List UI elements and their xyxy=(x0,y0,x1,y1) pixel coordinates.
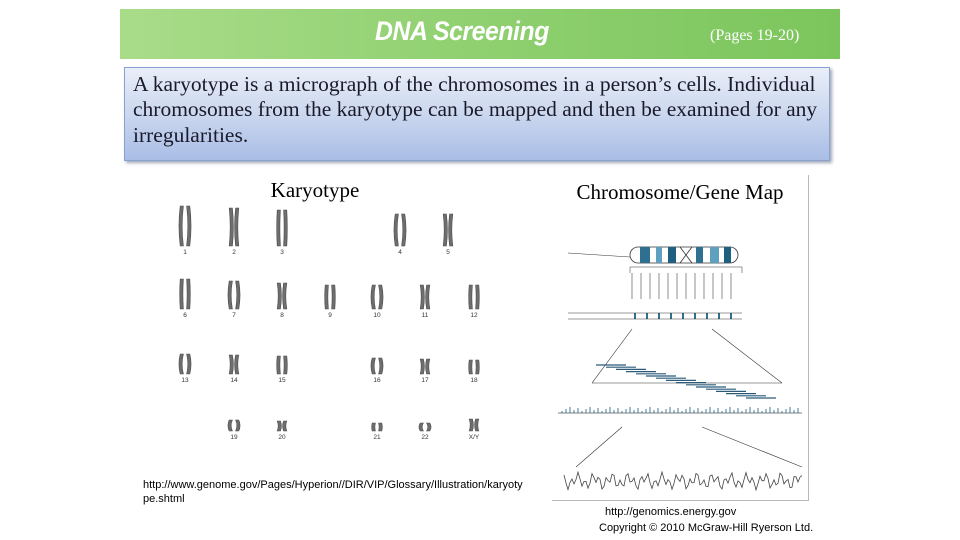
chromosome-18 xyxy=(476,360,480,374)
chromosome-6 xyxy=(187,279,191,309)
chromosome-10 xyxy=(379,285,383,309)
chromosome-label: 3 xyxy=(280,249,284,256)
chromosome-label: 21 xyxy=(373,434,381,441)
chromosome-8 xyxy=(283,283,287,309)
chromosome-14 xyxy=(235,355,239,374)
chromosome-9 xyxy=(332,285,336,309)
chromosome-22 xyxy=(427,423,431,431)
chromosome-3 xyxy=(277,210,281,246)
chromosome-12 xyxy=(469,285,473,309)
chromosome-label: 15 xyxy=(278,377,286,384)
chromosome-16 xyxy=(379,358,383,374)
chromosome-19 xyxy=(228,420,232,431)
chromosome-4 xyxy=(394,214,398,246)
chromosome-label: 12 xyxy=(470,312,478,319)
chromosome-label: 13 xyxy=(181,377,189,384)
chromosome-3 xyxy=(284,210,288,246)
chromosome-21 xyxy=(372,423,376,431)
page-reference: (Pages 19-20) xyxy=(710,27,800,44)
chromosome-label: 19 xyxy=(230,434,238,441)
chromosome-4 xyxy=(402,214,406,246)
chromosome-5 xyxy=(449,214,453,246)
chromosome-ideogram xyxy=(630,247,738,263)
chromosome-13 xyxy=(179,354,183,374)
karyotype-image xyxy=(170,200,500,455)
chromosome-15 xyxy=(277,356,281,374)
chromosome-18 xyxy=(469,360,473,374)
chromosome-label: 9 xyxy=(328,312,332,319)
chromosome-22 xyxy=(419,423,423,431)
chromosome-label: 8 xyxy=(280,312,284,319)
chromosome-label: 4 xyxy=(398,249,402,256)
chromosome-20 xyxy=(277,421,281,431)
chromosome-2 xyxy=(229,208,233,246)
chromosome-10 xyxy=(371,285,375,309)
chromosome-19 xyxy=(236,420,240,431)
chromosome-14 xyxy=(229,355,233,374)
intro-textbox xyxy=(124,67,830,161)
chromosome-11 xyxy=(426,285,430,309)
chromosome-label: 17 xyxy=(421,377,429,384)
chromosome-label: 16 xyxy=(373,377,381,384)
chromosome-label: 10 xyxy=(373,312,381,319)
chromosome-1 xyxy=(187,206,191,246)
chromosome-8 xyxy=(277,283,281,309)
chromosome-11 xyxy=(420,285,424,309)
chromosome-label: 6 xyxy=(183,312,187,319)
chromosome-label: 18 xyxy=(470,377,478,384)
chromosome-label: X/Y xyxy=(468,434,480,441)
chromosome-13 xyxy=(187,354,191,374)
chromosome-X-Y xyxy=(475,419,479,431)
chromosome-7 xyxy=(236,281,240,309)
chromosome-17 xyxy=(426,359,430,374)
chromosome-12 xyxy=(476,285,480,309)
chromosome-X-Y xyxy=(469,419,473,431)
chromosome-15 xyxy=(284,356,288,374)
copyright-notice: Copyright © 2010 McGraw-Hill Ryerson Ltd. xyxy=(599,522,814,534)
karyotype-heading: Karyotype xyxy=(270,178,360,202)
chromosome-1 xyxy=(179,206,183,246)
chromosome-label: 7 xyxy=(232,312,236,319)
page-title: DNA Screening xyxy=(375,16,549,46)
intro-text: A karyotype is a micrograph of the chromosomes in a person’s cells. Individual chromosomes from the karyotype can be mapped and then be examined for any irregularities. xyxy=(133,72,818,147)
chromosome-9 xyxy=(325,285,329,309)
gene-map-source-url[interactable]: http://genomics.energy.gov xyxy=(605,506,737,518)
chromosome-5 xyxy=(443,214,447,246)
chromosome-6 xyxy=(180,279,184,309)
chromosome-label: 2 xyxy=(232,249,236,256)
chromosome-label: 20 xyxy=(278,434,286,441)
chromosome-2 xyxy=(235,208,239,246)
gene-map-image xyxy=(552,175,809,501)
chromosome-17 xyxy=(420,359,424,374)
chromosome-label: 11 xyxy=(421,312,429,319)
chromosome-label: 14 xyxy=(230,377,238,384)
chromosome-label: 5 xyxy=(446,249,450,256)
karyotype-source-url[interactable]: http://www.genome.gov/Pages/Hyperion//DIR/VIP/Glossary/Illustration/karyotype.shtml xyxy=(143,479,523,505)
chromosome-label: 22 xyxy=(421,434,429,441)
gene-map-heading: Chromosome/Gene Map xyxy=(576,180,784,204)
chromosome-7 xyxy=(228,281,232,309)
chromosome-20 xyxy=(283,421,287,431)
chromosome-21 xyxy=(379,423,383,431)
chromosome-16 xyxy=(371,358,375,374)
chromosome-label: 1 xyxy=(183,249,187,256)
